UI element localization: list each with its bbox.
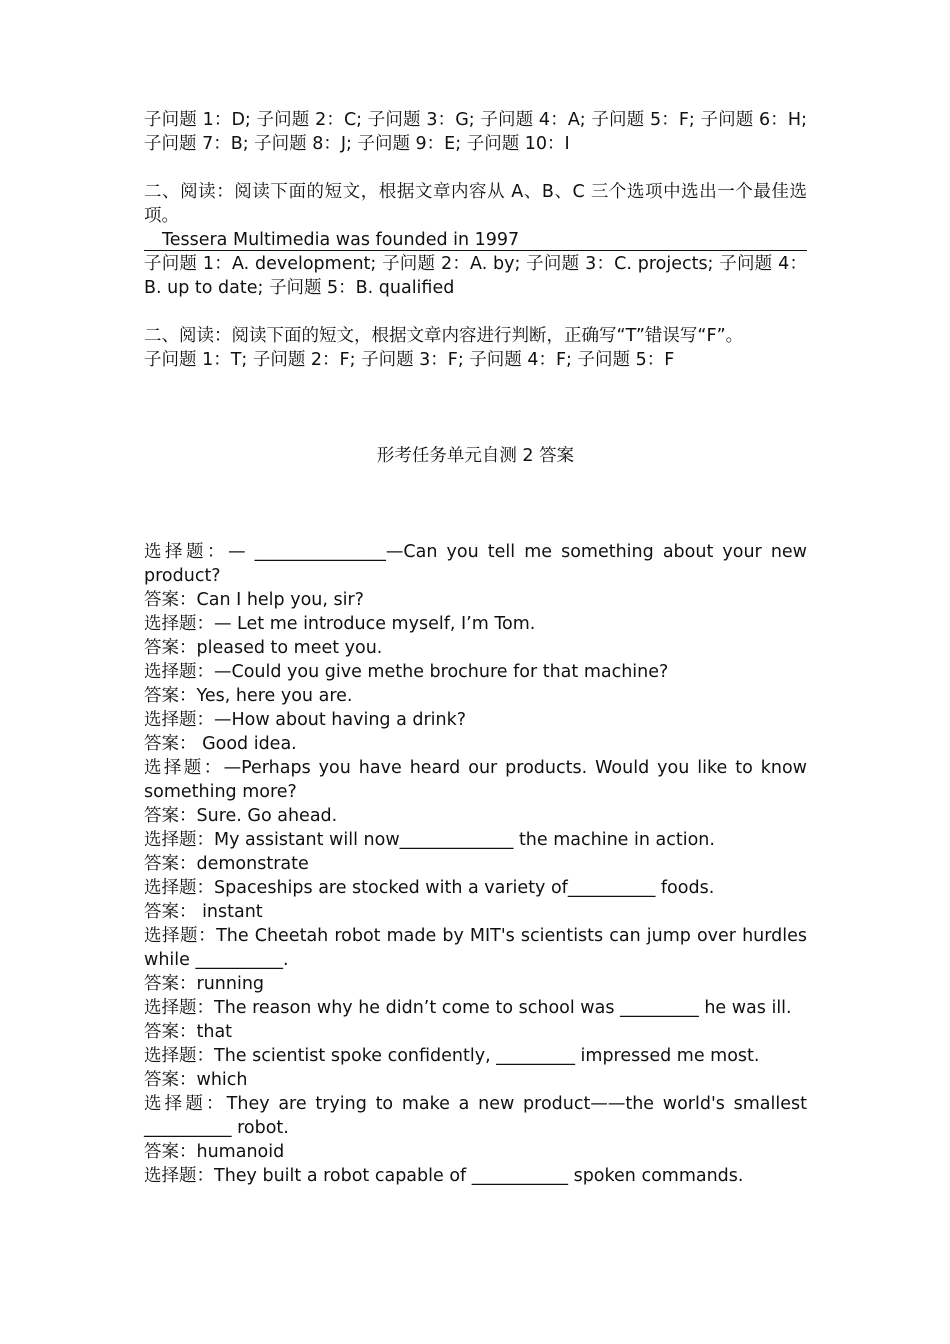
qa-line: 选择题：— _______________—Can you tell me something about your new product? (144, 542, 807, 586)
qa-line: 选择题：The Cheetah robot made by MIT's scientists can jump over hurdles while __________. (144, 926, 807, 970)
page-title: 形考任务单元自测 2 答案 (376, 446, 575, 466)
section1-answers: 子问题 1：D; 子问题 2：C; 子问题 3：G; 子问题 4：A; 子问题 5：F; 子问题 6：H; 子问题 7：B; 子问题 8：J; 子问题 9：E; 子问题 10：I (144, 110, 807, 154)
qa-line: 答案：pleased to meet you. (144, 638, 383, 658)
section3-answers: 子问题 1：T; 子问题 2：F; 子问题 3：F; 子问题 4：F; 子问题 5：F (144, 350, 675, 370)
qa-line: 答案：humanoid (144, 1142, 285, 1162)
section2-passage-title: Tessera Multimedia was founded in 1997 (144, 228, 807, 252)
qa-line: 选择题：—How about having a drink? (144, 710, 467, 730)
qa-list (144, 540, 807, 1188)
qa-line: 选择题：The scientist spoke confidently, _________ impressed me most. (144, 1046, 760, 1066)
qa-line: 选择题：They are trying to make a new product——the world's smallest __________ robot. (144, 1094, 807, 1138)
qa-line: 答案：which (144, 1070, 248, 1090)
qa-line: 答案：Sure. Go ahead. (144, 806, 338, 826)
section2-heading: 二、阅读：阅读下面的短文，根据文章内容从 A、B、C 三个选项中选出一个最佳选项。 (144, 182, 807, 226)
qa-line: 选择题：—Perhaps you have heard our products. Would you like to know something more? (144, 758, 807, 802)
qa-line: 答案： instant (144, 902, 263, 922)
section3-heading: 二、阅读：阅读下面的短文，根据文章内容进行判断，正确写“T”错误写“F”。 (144, 326, 744, 346)
qa-line: 答案：running (144, 974, 265, 994)
qa-line: 选择题：—Could you give methe brochure for that machine? (144, 662, 669, 682)
qa-line: 答案：Yes, here you are. (144, 686, 353, 706)
qa-line: 选择题：— Let me introduce myself, I’m Tom. (144, 614, 536, 634)
qa-line: 答案： Good idea. (144, 734, 297, 754)
qa-line: 选择题：My assistant will now_____________ the machine in action. (144, 830, 715, 850)
qa-line: 选择题：The reason why he didn’t come to school was _________ he was ill. (144, 998, 792, 1018)
qa-line: 答案：Can I help you, sir? (144, 590, 364, 610)
document-page (144, 108, 807, 1188)
spacer (144, 300, 807, 324)
qa-line: 选择题：Spaceships are stocked with a variety of__________ foods. (144, 878, 715, 898)
section2-answers: 子问题 1：A. development; 子问题 2：A. by; 子问题 3：C. projects; 子问题 4：B. up to date; 子问题 5：B. qualified (144, 254, 807, 298)
spacer (144, 156, 807, 180)
qa-line: 答案：demonstrate (144, 854, 309, 874)
qa-line: 答案：that (144, 1022, 233, 1042)
qa-line: 选择题：They built a robot capable of ___________ spoken commands. (144, 1166, 744, 1186)
